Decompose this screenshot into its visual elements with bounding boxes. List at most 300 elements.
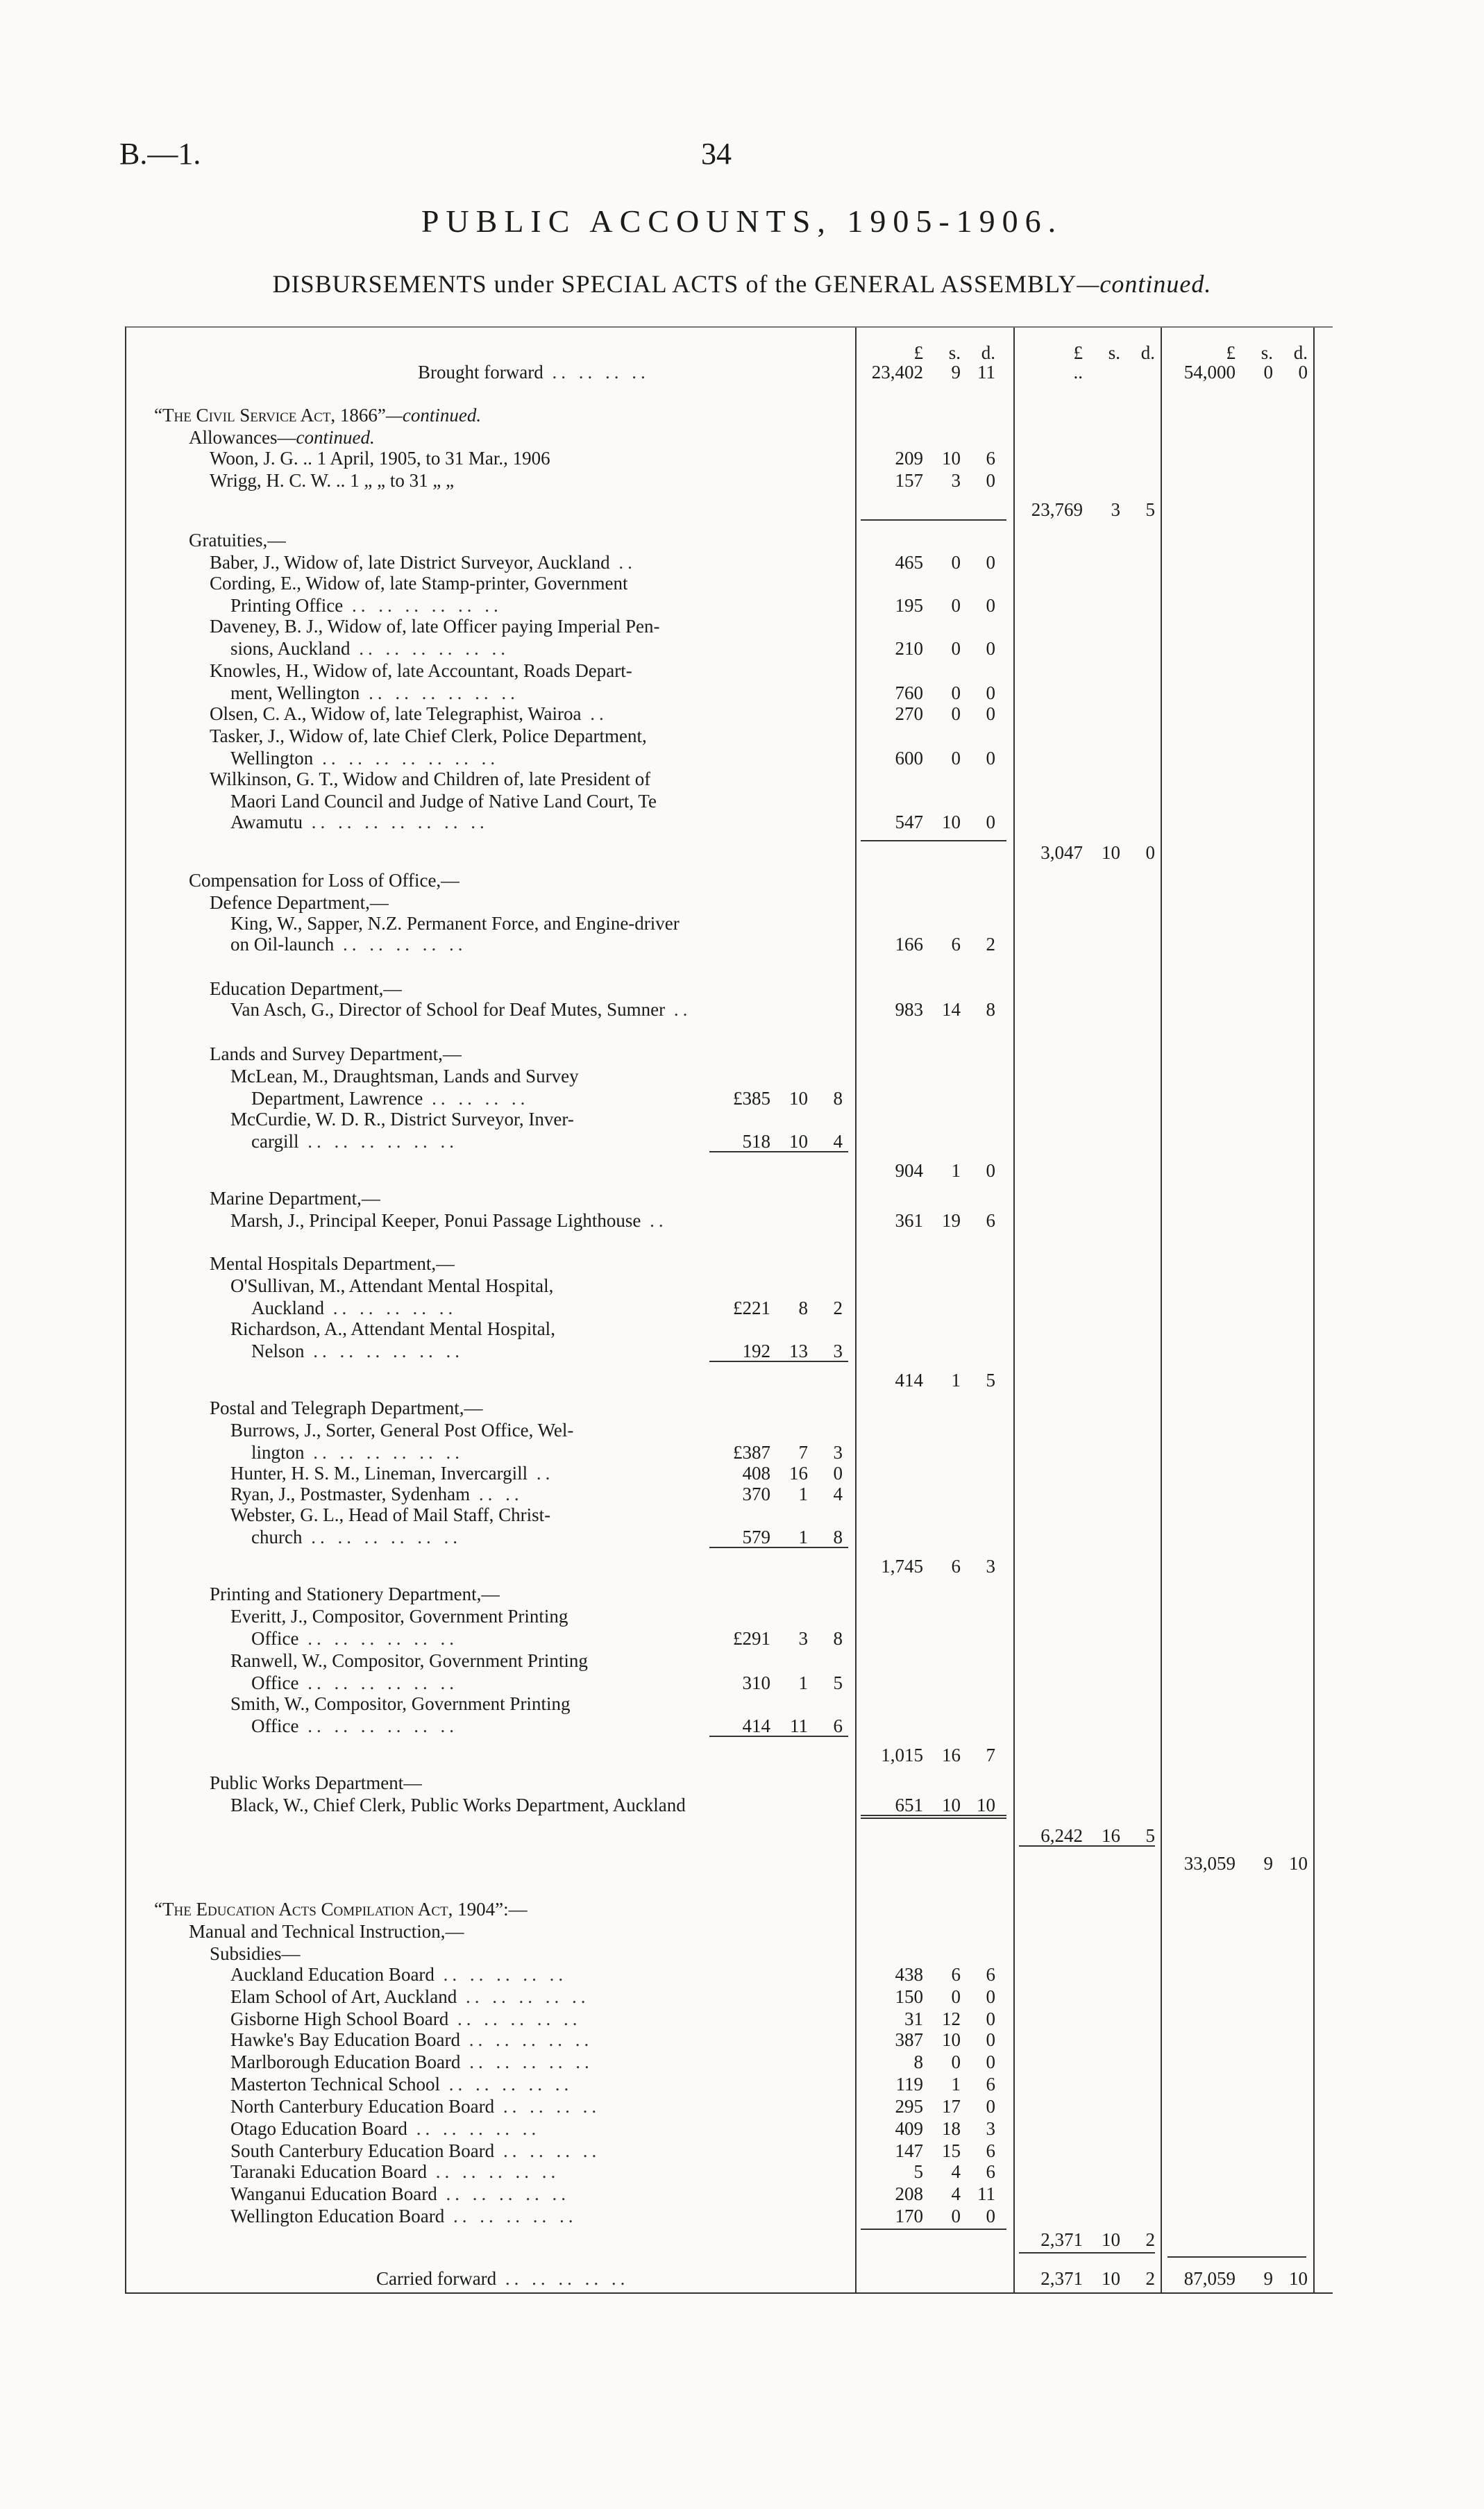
item-text: Gisborne High School Board [230, 2008, 449, 2029]
pence-value: 0 [1145, 842, 1155, 863]
shillings-value: 8 [798, 1298, 808, 1318]
shillings-value: 10 [1102, 842, 1120, 863]
leader-dots: .. .. .. .. .. [407, 2118, 541, 2139]
pounds-value: 409 [895, 2118, 923, 2139]
pounds-value: 8 [913, 2051, 923, 2072]
pence-value: 6 [986, 1964, 995, 1985]
shillings-value: 16 [789, 1463, 808, 1484]
pence-value: 3 [833, 1442, 843, 1463]
item-text: Carried forward [376, 2268, 497, 2289]
ledger-row [126, 2205, 1333, 2227]
amount-c2 [859, 637, 995, 660]
ledger-row [126, 1898, 1333, 1920]
ledger-row [126, 2183, 1333, 2205]
amount-c1 [707, 1715, 843, 1737]
item-text-suffix: :— [503, 1899, 528, 1920]
item-text: McCurdie, W. D. R., District Surveyor, Inver- [230, 1109, 574, 1130]
pence-value: 0 [1298, 362, 1308, 383]
ledger-row [126, 1130, 1333, 1152]
item-text: Auckland [251, 1298, 324, 1318]
item-description [251, 1340, 464, 1362]
ledger-row [126, 703, 1333, 725]
pounds-value: 3,047 [1040, 842, 1083, 863]
shillings-value: 17 [942, 2096, 961, 2117]
item-text: Mental Hospitals Department,— [210, 1253, 455, 1274]
subtotal-rule [1019, 2252, 1155, 2254]
pence-value: 8 [833, 1628, 843, 1649]
pounds-value: 150 [895, 1986, 923, 2007]
amount-c1 [707, 1340, 843, 1362]
item-text: Hawke's Bay Education Board [230, 2029, 461, 2050]
ledger-row [126, 1340, 1333, 1362]
pounds-value: 2,371 [1040, 2268, 1083, 2289]
amount-c2 [859, 2073, 995, 2095]
ledger-row [126, 660, 1333, 682]
subtotal-rule [861, 840, 1006, 841]
item-description [210, 768, 650, 790]
pounds-value: £291 [733, 1628, 770, 1649]
item-description [210, 1942, 301, 1965]
shillings-value: 0 [951, 682, 961, 703]
ledger-row [126, 1369, 1333, 1391]
ledger-row [126, 469, 1333, 492]
amount-c3 [1019, 1824, 1155, 1847]
pounds-value: 651 [895, 1795, 923, 1815]
pounds-value: 119 [895, 2074, 923, 2095]
shillings-value: 0 [951, 595, 961, 616]
item-description [251, 1526, 462, 1548]
item-text: Wrigg, H. C. W. .. 1 „ „ to 31 „ „ [210, 470, 455, 491]
ledger-row [126, 1526, 1333, 1548]
item-text: Burrows, J., Sorter, General Post Office, Wel- [230, 1420, 574, 1441]
amount-c2 [859, 682, 995, 704]
item-description [230, 2140, 600, 2162]
leader-dots: .. .. .. .. .. [448, 2008, 582, 2029]
pence-value: 4 [833, 1484, 843, 1504]
unit-shilling: s. [948, 342, 961, 363]
pence-value: 5 [986, 1370, 995, 1391]
ledger-row [126, 912, 1333, 934]
item-description [230, 1209, 668, 1232]
pence-value: 7 [986, 1745, 995, 1765]
item-text: Daveney, B. J., Widow of, late Officer paying Imperial Pen- [210, 616, 660, 637]
amount-c2 [859, 2051, 995, 2073]
ledger-row [126, 2073, 1333, 2095]
shillings-value: 16 [942, 1745, 961, 1765]
leader-dots: .. .. .. .. .. .. [360, 682, 519, 703]
amount-c2 [859, 933, 995, 955]
page-title: PUBLIC ACCOUNTS, 1905-1906. [421, 203, 1063, 239]
amount-c3 [1019, 2229, 1155, 2251]
amount-c1 [707, 1526, 843, 1548]
subtotal-rule [1019, 1845, 1155, 1847]
pounds-value: 23,402 [871, 362, 923, 383]
item-text: Marsh, J., Principal Keeper, Ponui Passage Lighthouse [230, 1210, 641, 1231]
ledger-row [126, 404, 1333, 426]
pounds-value: 157 [895, 470, 923, 491]
item-text: McLean, M., Draughtsman, Lands and Survey [230, 1066, 579, 1086]
ledger-row [126, 447, 1333, 469]
pounds-value: £221 [733, 1298, 770, 1318]
leader-dots: .. .. [470, 1484, 523, 1504]
item-description [230, 933, 466, 955]
item-description [251, 1297, 457, 1319]
pounds-value: 147 [895, 2140, 923, 2161]
amount-c2 [859, 1963, 995, 1986]
ledger-row [126, 1794, 1333, 1816]
ledger-row [126, 2229, 1333, 2251]
leader-dots: .. .. .. .. .. [496, 2268, 630, 2289]
amount-c2 [859, 1209, 995, 1232]
ledger-row [126, 977, 1333, 1000]
leader-dots: .. .. .. .. .. .. .. [313, 748, 500, 769]
pence-value: 4 [833, 1131, 843, 1152]
shillings-value: 0 [951, 1986, 961, 2007]
shillings-value [1095, 361, 1120, 383]
ledger-row [126, 841, 1333, 864]
item-text: Allowances— [189, 427, 296, 448]
pounds-value: 547 [895, 812, 923, 832]
leader-dots: .. .. .. .. .. .. [298, 1715, 458, 1736]
subtotal-rule [1167, 2256, 1306, 2258]
amount-c3 [1019, 841, 1155, 864]
amount-c2 [859, 703, 995, 725]
pounds-value: 361 [895, 1210, 923, 1231]
item-description [251, 1627, 458, 1650]
ledger-row [126, 2267, 1333, 2290]
pence-value: 5 [833, 1672, 843, 1693]
leader-dots: .. .. .. .. .. .. [304, 1341, 464, 1361]
shillings-value: 13 [789, 1341, 808, 1361]
shillings-value: 0 [1263, 362, 1273, 383]
unit-pence: d. [981, 342, 995, 363]
item-text: Printing Office [230, 595, 344, 616]
pounds-value: 210 [895, 638, 923, 659]
leader-dots: .. .. .. .. .. [444, 2206, 577, 2226]
leader-dots: .. .. .. .. [423, 1088, 530, 1109]
pounds-value: 983 [895, 999, 923, 1020]
amount-c1 [707, 1462, 843, 1484]
item-description [210, 447, 550, 469]
pounds-value: 5 [913, 2161, 923, 2182]
pounds-value: £387 [733, 1442, 770, 1463]
unit-pound: £ [913, 342, 923, 363]
item-text: on Oil-launch [230, 934, 335, 955]
item-text: Public Works Department— [210, 1772, 423, 1793]
item-text: Office [251, 1672, 299, 1693]
item-description [251, 1441, 464, 1463]
item-description [230, 1794, 686, 1816]
item-description [230, 1108, 574, 1130]
shillings-value: 3 [798, 1628, 808, 1649]
item-description [251, 1672, 458, 1694]
leader-dots: .. .. .. .. .. [460, 2029, 593, 2050]
pounds-value: 2,371 [1040, 2229, 1083, 2250]
amount-c1 [707, 1672, 843, 1694]
item-description [210, 469, 454, 492]
leader-dots: .. [581, 703, 608, 724]
ledger-row [126, 768, 1333, 790]
ledger-row [126, 594, 1333, 616]
shillings-value: 10 [1102, 2229, 1120, 2250]
shillings-value: 10 [942, 448, 961, 469]
amount-c2 [859, 2095, 995, 2117]
item-text: Black, W., Chief Clerk, Public Works Department, Auckland [230, 1795, 686, 1815]
item-description [230, 2160, 559, 2183]
subtitle-text: DISBURSEMENTS under SPECIAL ACTS of the GENERAL ASSEMBLY [272, 270, 1077, 298]
pounds-value: 23,769 [1031, 499, 1083, 520]
item-description [210, 1397, 483, 1419]
item-description [230, 2029, 593, 2051]
subtotal-rule [709, 1361, 848, 1362]
pence-value: 0 [986, 748, 995, 769]
leader-dots: .. .. .. .. .. [323, 1298, 457, 1318]
leader-dots: .. .. .. .. .. [440, 2074, 573, 2095]
pence-value: 0 [986, 1160, 995, 1181]
item-description [210, 615, 659, 637]
ledger-row [126, 2117, 1333, 2140]
pence-value: 0 [986, 812, 995, 832]
pence-value: 0 [986, 552, 995, 573]
pounds-value: 209 [895, 448, 923, 469]
ledger-row [126, 891, 1333, 914]
shillings-value: 6 [951, 1556, 961, 1577]
item-description [230, 998, 691, 1021]
shillings-value: 1 [798, 1484, 808, 1504]
pence-value: 0 [986, 470, 995, 491]
item-text: Cording, E., Widow of, late Stamp-printer, Government [210, 573, 628, 594]
pounds-value: 31 [904, 2008, 923, 2029]
item-description [210, 1583, 500, 1605]
continued-marker: —continued. [385, 405, 482, 426]
ledger-row [126, 361, 1333, 383]
subtotal-rule [709, 1547, 848, 1548]
amount-c4 [1172, 361, 1308, 383]
ledger-row [126, 2051, 1333, 2073]
pence-value: 0 [986, 682, 995, 703]
item-description [210, 891, 389, 914]
ledger-row [126, 747, 1333, 769]
amount-c3 [1019, 2267, 1155, 2290]
amount-c3 [1019, 361, 1155, 383]
item-text: King, W., Sapper, N.Z. Permanent Force, and Engine-driver [230, 913, 680, 934]
item-text: North Canterbury Education Board [230, 2096, 495, 2117]
pence-value: 6 [986, 2140, 995, 2161]
pounds-value: 518 [742, 1131, 770, 1152]
pounds-value: 54,000 [1183, 362, 1236, 383]
unit-pound: £ [1073, 342, 1083, 363]
ledger-row [126, 1065, 1333, 1087]
ledger-row [126, 1483, 1333, 1505]
item-description [189, 426, 375, 448]
shillings-value: 4 [951, 2161, 961, 2182]
leader-dots: .. .. .. .. .. [334, 934, 467, 955]
item-text: Auckland Education Board [230, 1964, 435, 1985]
ledger-row [126, 2008, 1333, 2030]
pence-value: 5 [1145, 1825, 1155, 1846]
item-description [230, 790, 657, 812]
item-description [210, 977, 402, 1000]
item-description [154, 404, 481, 426]
shillings-value: 9 [951, 362, 961, 383]
leader-dots: .. .. .. .. .. [457, 1986, 590, 2007]
amount-c2 [859, 447, 995, 469]
item-description [210, 1252, 455, 1275]
amount-c2 [859, 1555, 995, 1577]
pence-value: 0 [833, 1463, 843, 1484]
ledger-row [126, 572, 1333, 594]
item-description [251, 1715, 458, 1737]
item-description [230, 1986, 589, 2008]
item-description [189, 1920, 464, 1942]
item-description [189, 529, 286, 551]
pounds-value: 370 [742, 1484, 770, 1504]
item-text: sions, Auckland [230, 638, 351, 659]
shillings-value: 7 [798, 1442, 808, 1463]
shillings-value: 0 [951, 638, 961, 659]
amount-c2 [859, 2029, 995, 2051]
leader-dots: .. .. .. .. [494, 2140, 601, 2161]
item-description [230, 747, 499, 769]
ledger-row [126, 551, 1333, 573]
item-description [210, 1043, 462, 1065]
item-text: Ranwell, W., Compositor, Government Printing [230, 1650, 588, 1671]
item-text: Woon, J. G. .. 1 April, 1905, to 31 Mar., 1906 [210, 448, 550, 469]
unit-pound: £ [1226, 342, 1236, 363]
shillings-value: 10 [942, 812, 961, 832]
ledger-row [126, 1462, 1333, 1484]
amount-c1 [707, 1087, 843, 1109]
ledger-row [126, 1693, 1333, 1715]
ledger-row [126, 529, 1333, 551]
pence-value: 2 [986, 934, 995, 955]
amount-c2 [859, 2160, 995, 2183]
item-text: Office [251, 1715, 299, 1736]
amount-c2 [859, 811, 995, 833]
item-text: Compensation for Loss of Office,— [189, 870, 460, 891]
item-text: cargill [251, 1131, 299, 1152]
pence-value: 0 [986, 2096, 995, 2117]
pounds-value: 87,059 [1183, 2268, 1236, 2289]
pounds-value: 438 [895, 1964, 923, 1985]
shillings-value: 3 [1111, 499, 1120, 520]
shillings-value: 4 [951, 2183, 961, 2204]
shillings-value: 1 [951, 1370, 961, 1391]
item-text: Richardson, A., Attendant Mental Hospital, [230, 1318, 555, 1339]
ledger-row [126, 1043, 1333, 1065]
shillings-value: 1 [798, 1672, 808, 1693]
ledger-row [126, 1824, 1333, 1847]
pounds-value: 295 [895, 2096, 923, 2117]
shillings-value: 10 [789, 1088, 808, 1109]
subtotal-rule [709, 1151, 848, 1152]
ledger-row [126, 615, 1333, 637]
ledger-row [126, 1942, 1333, 1965]
pence-value: 6 [833, 1715, 843, 1736]
item-description [189, 869, 459, 891]
item-description [230, 2205, 577, 2227]
ledger-row [126, 1555, 1333, 1577]
leader-dots: .. .. .. .. .. [460, 2051, 593, 2072]
pounds-value: 310 [742, 1672, 770, 1693]
shillings-value: 0 [951, 552, 961, 573]
pounds-value: 166 [895, 934, 923, 955]
item-description [418, 361, 650, 383]
pence-value: 8 [833, 1088, 843, 1109]
leader-dots: .. .. .. .. .. .. [298, 1672, 458, 1693]
item-description [230, 1504, 550, 1526]
ledger-row [126, 1087, 1333, 1109]
shillings-value: 10 [942, 1795, 961, 1815]
shillings-value: 16 [1102, 1825, 1120, 1846]
pence-value: 11 [977, 2183, 995, 2204]
pence-value: 0 [986, 2029, 995, 2050]
ledger-row [126, 1159, 1333, 1182]
shillings-value: 10 [942, 2029, 961, 2050]
item-text: Lands and Survey Department,— [210, 1043, 462, 1064]
shillings-value: 0 [951, 2206, 961, 2226]
shillings-value: 3 [951, 470, 961, 491]
item-text: Hunter, H. S. M., Lineman, Invercargill [230, 1463, 528, 1484]
pounds-value: 270 [895, 703, 923, 724]
ledger-row [126, 1297, 1333, 1319]
item-description [210, 1187, 380, 1209]
pence-value: 0 [986, 703, 995, 724]
item-text: Nelson [251, 1341, 305, 1361]
continued-marker: continued. [296, 427, 375, 448]
pence-value: 6 [986, 448, 995, 469]
item-description [230, 2117, 540, 2140]
shillings-value: 11 [790, 1715, 808, 1736]
item-text: Wellington Education Board [230, 2206, 445, 2226]
shillings-value: 12 [942, 2008, 961, 2029]
amount-c2 [859, 1159, 995, 1182]
item-text: Masterton Technical School [230, 2074, 441, 2095]
leader-dots: .. .. .. .. .. .. .. [303, 812, 489, 832]
item-description [230, 1963, 567, 1986]
item-description [230, 1650, 588, 1672]
ledger-row [126, 1672, 1333, 1694]
pounds-value: .. [1073, 362, 1083, 383]
shillings-value: 0 [951, 2051, 961, 2072]
item-description [251, 1130, 458, 1152]
amount-c4 [1172, 1852, 1308, 1874]
pence-value: 0 [986, 595, 995, 616]
pence-value: 10 [977, 1795, 995, 1815]
ledger-row [126, 1397, 1333, 1419]
amount-c2 [859, 1744, 995, 1766]
item-description [154, 1898, 528, 1920]
item-description [210, 551, 636, 573]
shillings-value: 0 [951, 703, 961, 724]
item-text: Baber, J., Widow of, late District Surveyor, Auckland [210, 552, 610, 573]
shillings-value: 0 [951, 748, 961, 769]
amount-c2 [859, 469, 995, 492]
unit-pence: d. [1140, 342, 1155, 363]
amount-c2 [859, 2008, 995, 2030]
item-text: Van Asch, G., Director of School for Deaf Mutes, Sumner [230, 999, 666, 1020]
leader-dots: .. .. .. .. .. .. [304, 1442, 464, 1463]
item-text: Otago Education Board [230, 2118, 407, 2139]
ledger-row [126, 426, 1333, 448]
item-text: Gratuities,— [189, 530, 287, 551]
shillings-value: 9 [1263, 2268, 1273, 2289]
amount-c1 [707, 1297, 843, 1319]
pence-value: 3 [833, 1341, 843, 1361]
ledger-row [126, 1209, 1333, 1232]
pounds-value: 904 [895, 1160, 923, 1181]
amount-c2 [859, 1369, 995, 1391]
